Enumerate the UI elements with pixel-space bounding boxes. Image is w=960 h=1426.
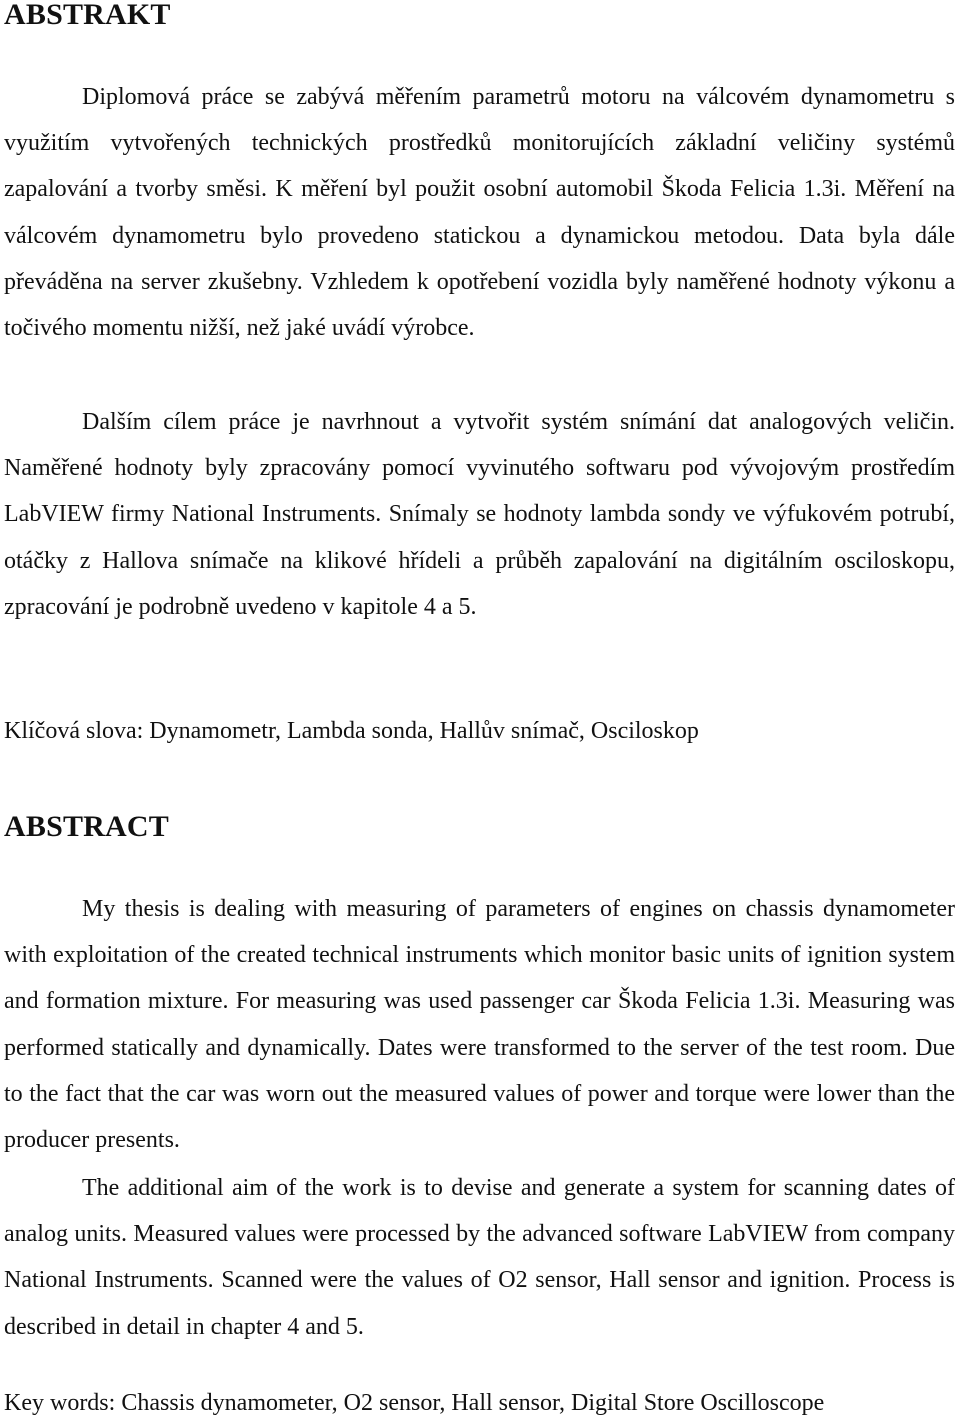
abstract-english-keywords: Key words: Chassis dynamometer, O2 sensor, Hall sensor, Digital Store Oscilloscope — [4, 1390, 825, 1416]
abstract-czech-paragraph-2: Dalším cílem práce je navrhnout a vytvořit systém snímání dat analogových veličin. Naměřené hodnoty byly zpracovány pomocí vyvinutého softwaru pod vývojovým prostředím LabVIEW firmy National Instruments. Snímaly se hodnoty lambda sondy ve výfukovém potrubí, otáčky z Hallova snímače na klikové hřídeli a průběh zapalování na digitálním osciloskopu, zpracování je podrobně uvedeno v kapitole 4 a 5. — [4, 409, 955, 620]
abstract-english-paragraph-1: My thesis is dealing with measuring of parameters of engines on chassis dynamometer with exploitation of the created technical instruments which monitor basic units of ignition system and formation mixture. For measuring was used passenger car Škoda Felicia 1.3i. Measuring was performed statically and dynamically. Dates were transformed to the server of the test room. Due to the fact that the car was worn out the measured values of power and torque were lower than the producer presents. — [4, 896, 955, 1154]
abstract-english-heading: ABSTRACT — [4, 810, 169, 843]
abstract-czech-keywords: Klíčová slova: Dynamometr, Lambda sonda, Hallův snímač, Osciloskop — [4, 718, 699, 744]
abstract-english-paragraph-2: The additional aim of the work is to devise and generate a system for scanning dates of analog units. Measured values were processed by the advanced software LabVIEW from company National Instruments. Scanned were the values of O2 sensor, Hall sensor and ignition. Process is described in detail in chapter 4 and 5. — [4, 1175, 955, 1340]
abstract-czech-heading: ABSTRAKT — [4, 0, 171, 31]
abstract-czech-paragraph-1: Diplomová práce se zabývá měřením parametrů motoru na válcovém dynamometru s využitím vytvořených technických prostředků monitorujících základní veličiny systémů zapalování a tvorby směsi. K měření byl použit osobní automobil Škoda Felicia 1.3i. Měření na válcovém dynamometru bylo provedeno statickou a dynamickou metodou. Data byla dále převáděna na server zkušebny. Vzhledem k opotřebení vozidla byly naměřené hodnoty výkonu a točivého momentu nižší, než jaké uvádí výrobce. — [4, 84, 955, 342]
